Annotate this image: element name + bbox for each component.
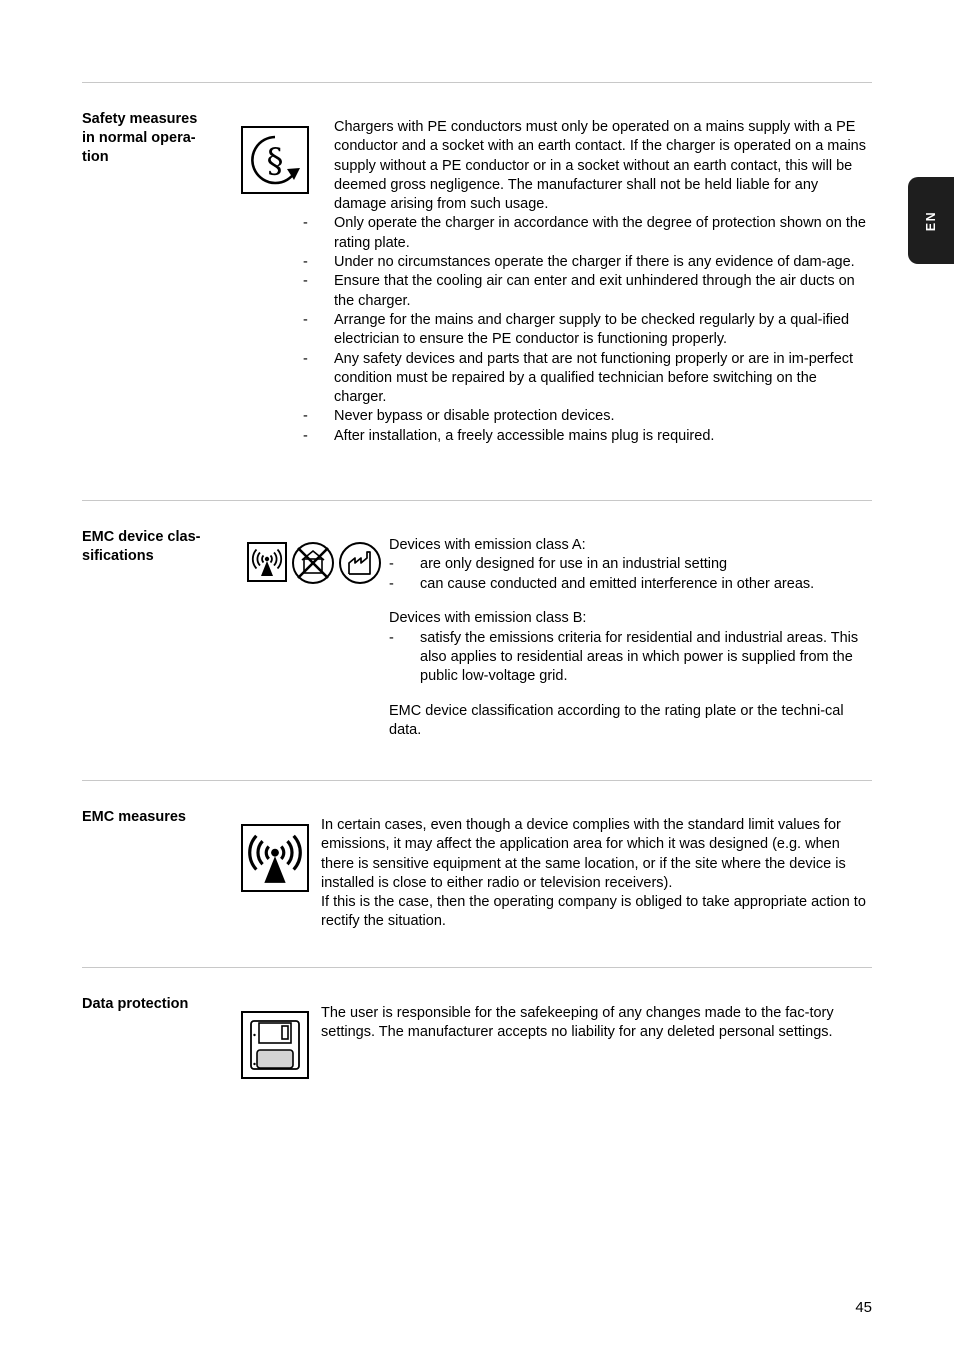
language-tab <box>908 177 954 264</box>
emc-class-body <box>389 536 869 741</box>
title-line: tion <box>82 149 109 165</box>
emc-measures-body <box>321 816 869 932</box>
no-residential-icon <box>291 541 335 585</box>
floppy-disk-icon <box>241 1011 309 1079</box>
class-a-heading: Devices with emission class A: <box>389 537 586 553</box>
list-item: - Arrange for the mains and charger supply to be checked regularly by a qual-ified electrician to ensure the PE conductor is functioning properly. <box>303 311 850 348</box>
page-number: 45 <box>855 1299 872 1316</box>
list-item: - Ensure that the cooling air can enter and exit unhindered through the air ducts on the charger. <box>303 273 855 309</box>
title-line: EMC device clas- <box>82 529 201 545</box>
list-item: - are only designed for use in an industrial setting <box>389 556 728 573</box>
list-item: - can cause conducted and emitted interference in other areas. <box>389 575 815 592</box>
section-divider <box>82 500 872 501</box>
language-tab-label: EN <box>924 210 938 231</box>
data-protection-text: The user is responsible for the safekeeping of any changes made to the fac-tory settings. The manufacturer accepts no liability for any deleted personal settings. <box>321 1005 834 1041</box>
safety-intro: Chargers with PE conductors must only be operated on a mains supply with a PE conductor and a socket with an earth contact. If the charger is operated on a mains supply without a PE conductor or in a socket without an earth contact, this will be deemed gross negligence. The manufacturer shall not be held liable for any damage arising from such usage. <box>334 119 866 213</box>
svg-text:§: § <box>266 141 284 181</box>
section-title-data-protection: Data protection <box>82 996 189 1012</box>
section-divider <box>82 82 872 83</box>
emc-measures-para1: In certain cases, even though a device complies with the standard limit values for emissions, it may affect the application area for which it was designed (e.g. when there is sensitive equipment at the same location, or if the site where the device is installed is close to either radio or television receivers). <box>321 817 846 891</box>
emc-measures-para2: If this is the case, then the operating company is obliged to take appropriate action to rectify the situation. <box>321 894 866 930</box>
section-title-emc-measures: EMC measures <box>82 809 186 825</box>
section-divider <box>82 780 872 781</box>
list-item: - Any safety devices and parts that are not functioning properly or are in im-perfect condition must be repaired by a qualified technician before switching on the charger. <box>303 350 854 406</box>
emission-icon <box>247 542 287 582</box>
title-line: Safety measures <box>82 111 198 127</box>
section-divider <box>82 967 872 968</box>
data-protection-body <box>321 1004 869 1043</box>
section-title-safety <box>82 110 222 167</box>
emission-icon <box>241 824 309 892</box>
factory-icon <box>338 541 382 585</box>
title-line: sifications <box>82 548 154 564</box>
emc-class-footer: EMC device classification according to the rating plate or the techni-cal data. <box>389 703 844 739</box>
list-item: - Never bypass or disable protection devices. <box>303 408 615 425</box>
safety-body <box>303 118 869 446</box>
paragraph-sign-icon <box>241 126 309 194</box>
list-item: - satisfy the emissions criteria for residential and industrial areas. This also applies to residential areas in which power is supplied from the public low-voltage grid. <box>389 629 859 685</box>
list-item: - After installation, a freely accessible mains plug is required. <box>303 427 715 444</box>
list-item: - Only operate the charger in accordance with the degree of protection shown on the rating plate. <box>303 215 866 251</box>
class-b-heading: Devices with emission class B: <box>389 610 587 627</box>
section-title-emc-class <box>82 528 222 566</box>
title-line: in normal opera- <box>82 130 196 146</box>
list-item: - Under no circumstances operate the charger if there is any evidence of dam-age. <box>303 254 855 271</box>
